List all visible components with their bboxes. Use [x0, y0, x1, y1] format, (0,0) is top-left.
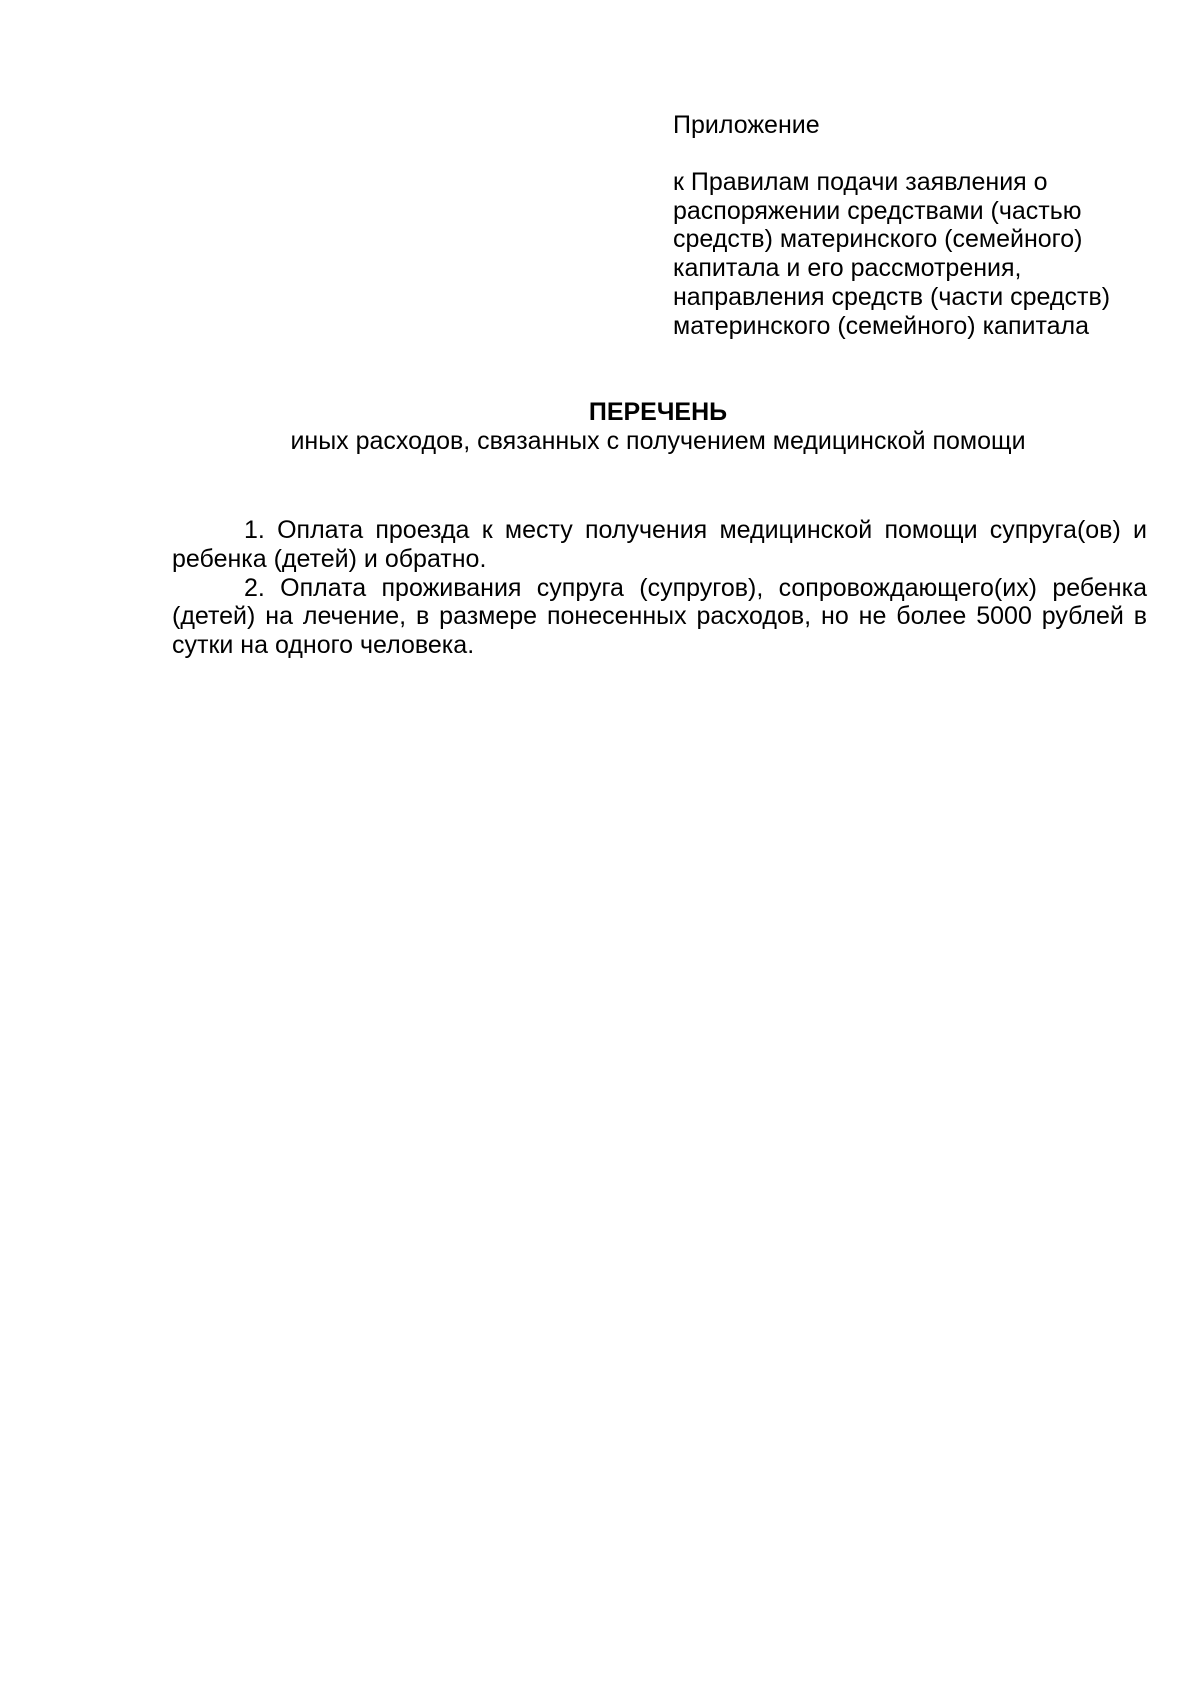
title-block: [0, 398, 1200, 456]
list-item: 2. Оплата проживания супруга (супругов), сопровождающего(их) ребенка (детей) на лечение, в размере понесенных расходов, но не более 5000 рублей в сутки на одного человека.: [172, 573, 1147, 659]
expense-list: [172, 516, 1147, 660]
appendix-label: Приложение: [673, 111, 820, 139]
appendix-text: к Правилам подачи заявления о распоряжении средствами (частью средств) материнского (семейного) капитала и его рассмотрения, направления средств (части средств) материнского (семейного) капитала: [673, 167, 1111, 340]
document-title: ПЕРЕЧЕНЬ: [588, 398, 728, 426]
document-subtitle: иных расходов, связанных с получением медицинской помощи: [290, 426, 1026, 455]
appendix-block: [673, 111, 1153, 340]
list-item: 1. Оплата проезда к месту получения медицинской помощи супруга(ов) и ребенка (детей) и обратно.: [172, 516, 1147, 573]
